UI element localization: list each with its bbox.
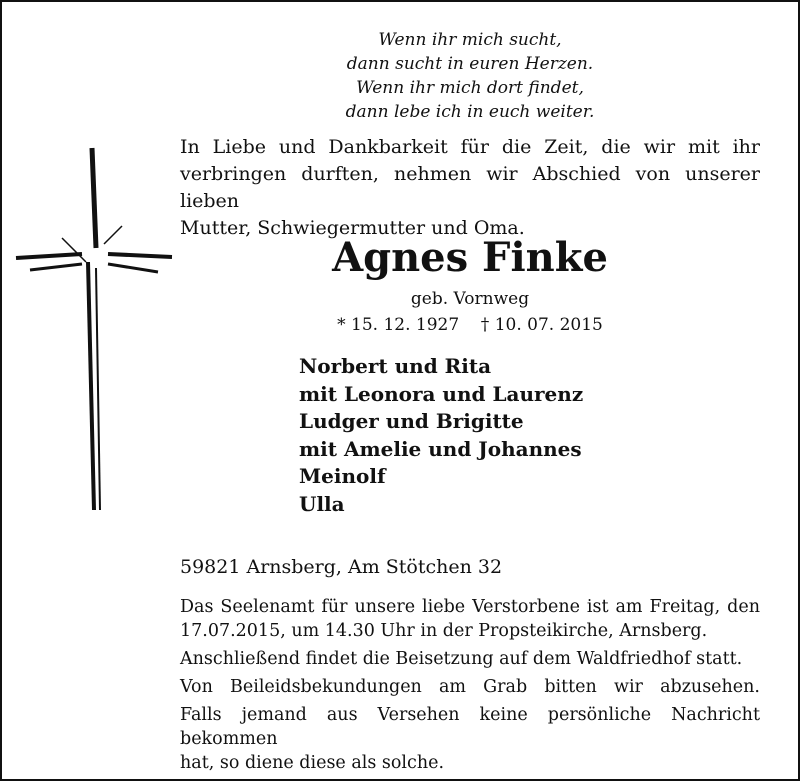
poem — [0, 28, 800, 124]
poem-line: dann lebe ich in euch weiter. — [345, 102, 595, 122]
deceased-name: Agnes Finke — [332, 234, 608, 281]
birth-name: geb. Vornweg — [410, 289, 530, 309]
funeral-notice — [180, 595, 760, 779]
intro-text — [180, 134, 760, 242]
family-line: mit Amelie und Johannes — [299, 436, 582, 461]
notice-line: Anschließend findet die Beisetzung auf dem Waldfriedhof statt. — [180, 649, 743, 669]
poem-line: dann sucht in euren Herzen. — [346, 54, 594, 74]
notice-line: Das Seelenamt für unsere liebe Verstorbene ist am Freitag, den — [180, 597, 760, 617]
notice-line: Von Beileidsbekundungen am Grab bitten wir abzusehen. — [180, 677, 760, 697]
intro-line: In Liebe und Dankbarkeit für die Zeit, die wir mit ihr — [180, 136, 760, 158]
family-line: Ludger und Brigitte — [299, 409, 524, 433]
life-dates: * 15. 12. 1927 † 10. 07. 2015 — [337, 315, 603, 335]
family-line: Ulla — [299, 491, 345, 516]
family-list — [299, 353, 583, 518]
notice-paragraph — [180, 647, 760, 671]
family-line: mit Leonora und Laurenz — [299, 381, 584, 406]
notice-line: hat, so diene diese als solche. — [180, 753, 445, 773]
notice-line: 17.07.2015, um 14.30 Uhr in der Propsteikirche, Arnsberg. — [180, 621, 708, 641]
intro-line: verbringen durften, nehmen wir Abschied von unserer lieben — [180, 163, 760, 212]
address: 59821 Arnsberg, Am Stötchen 32 — [180, 556, 503, 578]
notice-paragraph — [180, 675, 760, 699]
poem-line: Wenn ihr mich sucht, — [378, 30, 562, 50]
family-line: Meinolf — [299, 464, 386, 488]
poem-line: Wenn ihr mich dort findet, — [356, 78, 584, 98]
notice-line: Falls jemand aus Versehen keine persönliche Nachricht bekommen — [180, 705, 760, 749]
family-line: Norbert und Rita — [299, 354, 492, 378]
intro-line: Mutter, Schwiegermutter und Oma. — [180, 217, 525, 239]
notice-paragraph — [180, 703, 760, 775]
notice-paragraph — [180, 595, 760, 643]
